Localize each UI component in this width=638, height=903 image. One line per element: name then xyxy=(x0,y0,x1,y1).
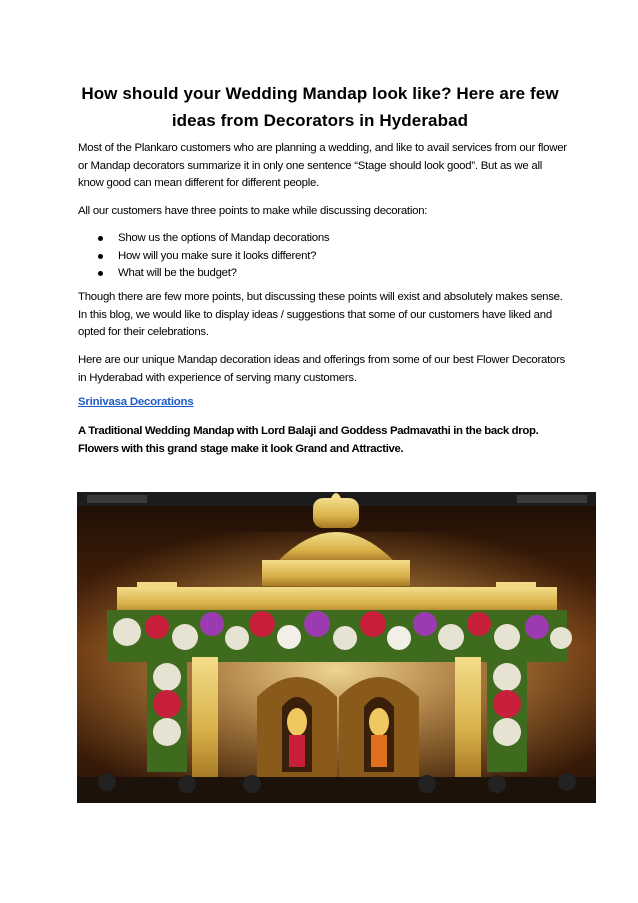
list-item-text: Show us the options of Mandap decorations xyxy=(118,232,330,244)
points-intro-paragraph: All our customers have three points to make while discussing decoration: xyxy=(78,205,428,217)
list-item xyxy=(98,265,558,283)
blog-purpose-paragraph: Though there are few more points, but discussing these points will exist and absolutely makes sense. In this blog, we would like to display ideas / suggestions that some of our customers have liked and opted for their celebrations. xyxy=(78,291,563,338)
page-title: How should your Wedding Mandap look like? Here are few ideas from Decorators in Hyderabad xyxy=(81,84,559,130)
srinivasa-decorations-link[interactable]: Srinivasa Decorations xyxy=(78,396,194,408)
bullet-icon xyxy=(98,236,103,241)
bullet-icon xyxy=(98,254,103,259)
points-list xyxy=(98,230,558,283)
list-item xyxy=(98,230,558,248)
mandap-photo xyxy=(77,492,596,803)
list-item-text: What will be the budget? xyxy=(118,267,237,279)
intro-paragraph: Most of the Plankaro customers who are planning a wedding, and like to avail services from our flower or Mandap decorators summarize it in only one sentence “Stage should look good”. But as we all know good can mean different for different people. xyxy=(78,142,567,189)
decorators-paragraph: Here are our unique Mandap decoration ideas and offerings from some of our best Flower Decorators in Hyderabad with experience of serving many customers. xyxy=(78,354,566,384)
mandap-caption: A Traditional Wedding Mandap with Lord Balaji and Goddess Padmavathi in the back drop. Flowers with this grand stage make it look Grand and Attractive. xyxy=(78,425,539,455)
list-item xyxy=(98,248,558,266)
bullet-icon xyxy=(98,271,103,276)
list-item-text: How will you make sure it looks different? xyxy=(118,249,317,262)
